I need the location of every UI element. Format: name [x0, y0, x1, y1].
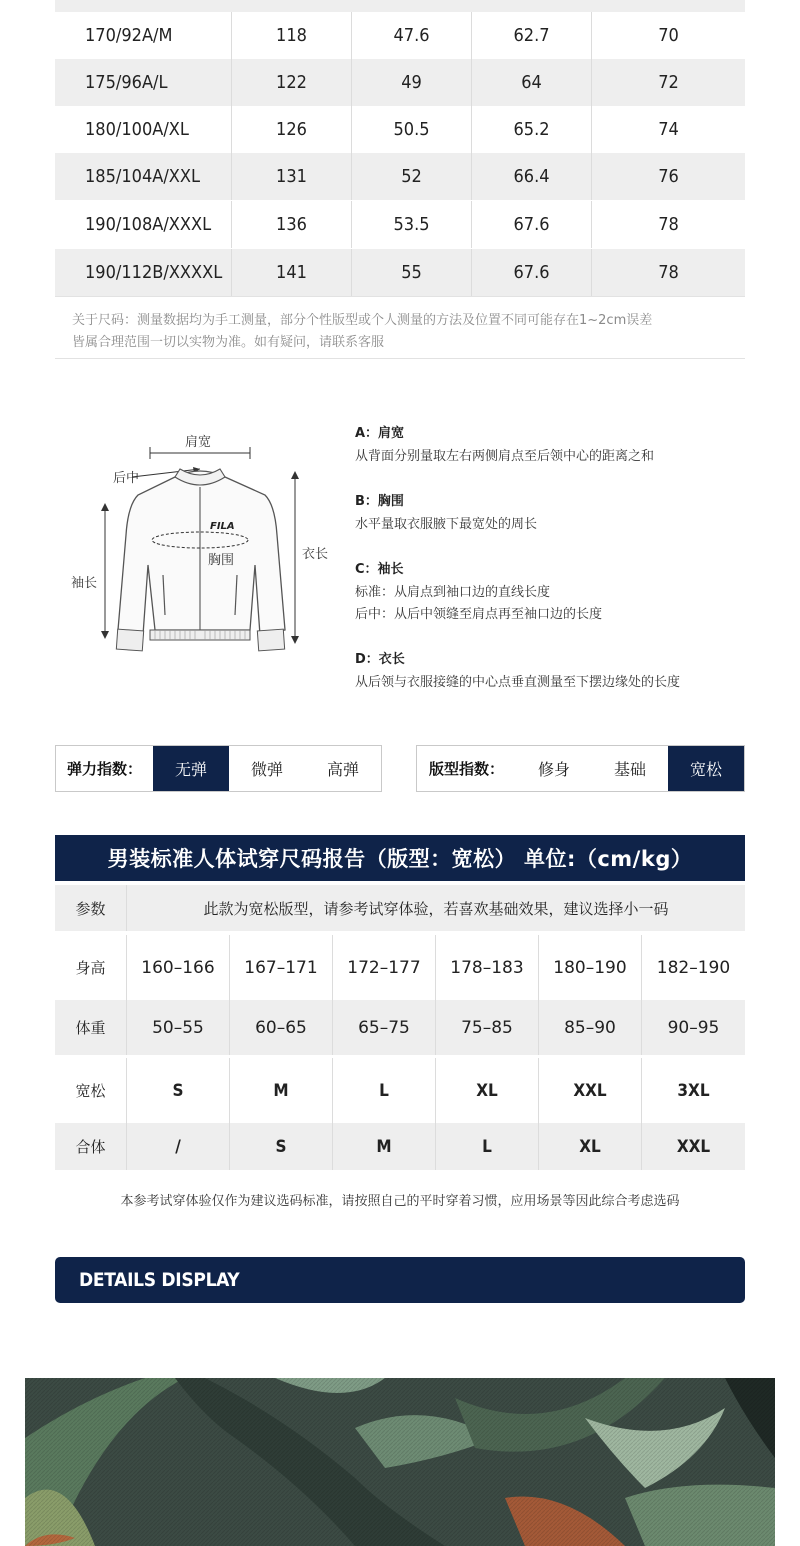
report-cell: 167–171 — [230, 935, 333, 1000]
report-row-label: 宽松 — [55, 1058, 127, 1123]
report-cell: XXL — [539, 1058, 642, 1123]
report-row-label: 体重 — [55, 1000, 127, 1055]
size-note-line-2: 皆属合理范围一切以实物为准。如有疑问，请联系客服 — [72, 335, 385, 350]
guide-b-text: 水平量取衣服腋下最宽处的周长 — [355, 517, 538, 532]
fit-index — [416, 745, 745, 792]
size-table-row — [55, 201, 745, 248]
report-cell: 60–65 — [230, 1000, 333, 1055]
report-cell: M — [333, 1123, 436, 1170]
report-cell: XXL — [676, 1136, 711, 1157]
size-table-row — [55, 12, 745, 59]
guide-b-title: B：胸围 — [355, 494, 404, 509]
elasticity-options — [153, 746, 381, 791]
size-value-cell: 65.2 — [472, 106, 592, 153]
report-row — [55, 935, 745, 1000]
size-value-cell: 47.6 — [352, 12, 472, 59]
report-cell: 85–90 — [539, 1000, 642, 1055]
label-body-length: 衣长 — [302, 547, 329, 562]
report-cell: 182–190 — [656, 957, 731, 978]
report-cell: 50–55 — [127, 1000, 230, 1055]
guide-d-title: D：衣长 — [355, 652, 405, 667]
report-cell: 3XL — [677, 1080, 710, 1101]
size-table-row — [55, 249, 745, 296]
report-cell: 160–166 — [127, 935, 230, 1000]
report-cell: XL — [539, 1123, 642, 1170]
report-cell: L — [436, 1123, 539, 1170]
size-value-cell: 62.7 — [472, 12, 592, 59]
fit-index-options — [516, 746, 744, 791]
report-footnote: 本参考试穿体验仅作为建议选码标准，请按照自己的平时穿着习惯，应用场景等因此综合考虑选码 — [120, 1194, 680, 1209]
report-cell: S — [127, 1058, 230, 1123]
report-cell: S — [230, 1123, 333, 1170]
size-value-cell: 70 — [658, 25, 679, 46]
size-label-cell: 190/112B/XXXXL — [55, 249, 232, 296]
size-table-row — [55, 153, 745, 200]
report-cell: 180–190 — [539, 935, 642, 1000]
fit-index-title: 版型指数： — [428, 760, 504, 778]
label-chest: 胸围 — [208, 553, 235, 568]
report-row — [55, 1058, 745, 1123]
report-cell: 90–95 — [667, 1017, 720, 1038]
size-value-cell: 118 — [232, 12, 352, 59]
label-sleeve-length: 袖长 — [71, 576, 98, 591]
size-value-cell: 50.5 — [352, 106, 472, 153]
divider — [55, 358, 745, 359]
size-value-cell: 131 — [232, 153, 352, 200]
fabric-pattern — [25, 1378, 775, 1546]
report-row — [55, 1000, 745, 1055]
guide-c-title: C：袖长 — [355, 562, 404, 577]
size-table-row — [55, 106, 745, 153]
size-label-cell: 185/104A/XXL — [55, 153, 232, 200]
guide-a-text: 从背面分别量取左右两侧肩点至后领中心的距离之和 — [355, 449, 655, 464]
report-cell: 75–85 — [436, 1000, 539, 1055]
elasticity-index — [55, 745, 382, 792]
size-value-cell: 122 — [232, 59, 352, 106]
report-param-text: 此款为宽松版型，请参考试穿体验，若喜欢基础效果，建议选择小一码 — [203, 899, 669, 918]
size-note-line-1: 关于尺码：测量数据均为手工测量，部分个性版型或个人测量的方法及位置不同可能存在1~2cm误差 — [72, 313, 653, 328]
size-label-cell: 175/96A/L — [55, 59, 232, 106]
size-value-cell: 64 — [472, 59, 592, 106]
report-row — [55, 1123, 745, 1170]
divider — [55, 296, 745, 297]
elasticity-option: 微弹 — [250, 760, 283, 779]
fit-index-option: 修身 — [537, 760, 570, 779]
guide-c-text-1: 标准：从肩点到袖口边的直线长度 — [355, 585, 551, 600]
size-value-cell: 76 — [658, 166, 679, 187]
size-value-cell: 126 — [232, 106, 352, 153]
jacket-diagram — [60, 425, 350, 665]
report-row-label: 合体 — [55, 1123, 127, 1170]
elasticity-option: 高弹 — [326, 760, 359, 779]
report-param-label: 参数 — [55, 885, 127, 931]
size-note — [72, 310, 752, 354]
fabric-detail-photo — [25, 1378, 775, 1546]
size-table-top-strip — [55, 0, 745, 12]
size-value-cell: 53.5 — [352, 201, 472, 248]
size-value-cell: 49 — [352, 59, 472, 106]
size-value-cell: 52 — [352, 153, 472, 200]
guide-d-text: 从后领与衣服接缝的中心点垂直测量至下摆边缘处的长度 — [355, 675, 681, 690]
details-display-banner: DETAILS DISPLAY — [55, 1257, 745, 1303]
size-label-cell: 190/108A/XXXL — [55, 201, 232, 248]
report-cell: 172–177 — [333, 935, 436, 1000]
size-value-cell: 78 — [658, 262, 679, 283]
report-cell: XL — [436, 1058, 539, 1123]
brand-logo: FILA — [210, 521, 235, 532]
label-shoulder-width: 肩宽 — [185, 435, 212, 450]
fit-index-option: 宽松 — [668, 746, 744, 791]
report-cell: / — [127, 1123, 230, 1170]
report-cell: M — [230, 1058, 333, 1123]
size-label-cell: 170/92A/M — [55, 12, 232, 59]
report-cell: 65–75 — [333, 1000, 436, 1055]
size-value-cell: 67.6 — [472, 201, 592, 248]
elasticity-title: 弹力指数： — [66, 760, 142, 778]
report-param-row — [55, 885, 745, 931]
size-table — [55, 0, 745, 296]
report-row-label: 身高 — [55, 935, 127, 1000]
size-value-cell: 78 — [658, 214, 679, 235]
size-value-cell: 67.6 — [472, 249, 592, 296]
guide-a-title: A：肩宽 — [355, 426, 405, 441]
guide-c-text-2: 后中：从后中领缝至肩点再至袖口边的长度 — [355, 607, 603, 622]
size-value-cell: 141 — [232, 249, 352, 296]
size-value-cell: 74 — [658, 119, 679, 140]
size-value-cell: 136 — [232, 201, 352, 248]
size-table-row — [55, 59, 745, 106]
fit-index-option: 基础 — [613, 760, 646, 779]
label-back-center: 后中 — [113, 471, 140, 486]
size-value-cell: 66.4 — [472, 153, 592, 200]
report-cell: 178–183 — [436, 935, 539, 1000]
report-cell: L — [333, 1058, 436, 1123]
size-value-cell: 55 — [352, 249, 472, 296]
elasticity-option: 无弹 — [153, 746, 229, 791]
size-label-cell: 180/100A/XL — [55, 106, 232, 153]
report-title: 男装标准人体试穿尺码报告（版型：宽松） 单位:（cm/kg） — [55, 835, 745, 881]
size-value-cell: 72 — [658, 72, 679, 93]
